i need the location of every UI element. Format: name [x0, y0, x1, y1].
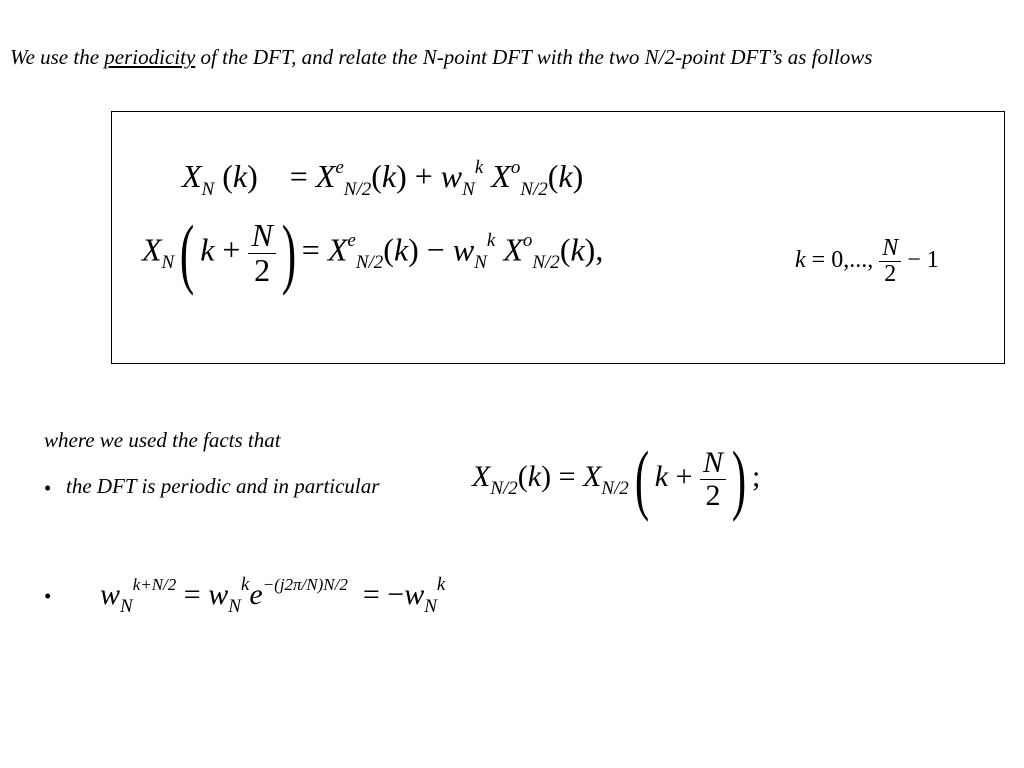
fact-1-text: the DFT is periodic and in particular — [66, 474, 380, 498]
intro-text-2: of the DFT, and relate the N-point DFT with the two N/2-point DFT’s as follows — [195, 45, 873, 69]
equation-1: $X_N$ (k) = $X^e_{N/2}(k) + w_N^k$ $X^o_{N/2}(k)$ — [182, 157, 584, 200]
bullet-1: • — [44, 476, 52, 500]
fact-2-equation: $w_N^{k+N/2} = w_N^ke^{-(j2\pi/N)N/2} = -w_N^k$ — [100, 574, 446, 617]
intro-periodicity-link: periodicity — [104, 45, 196, 69]
facts-heading: where we used the facts that — [44, 428, 281, 452]
k-range: k = 0,..., $\frac{N}{2}$ − 1 — [795, 235, 939, 288]
intro-paragraph — [10, 42, 1010, 73]
equation-2: $X_N$( k + $\frac{N}{2}$ ) = $X^e_{N/2}(k) - w_N^k$ $X^o_{N/2}(k)$, — [142, 209, 604, 296]
fact-1-equation: $X_{N/2}(k) = X_{N/2}$( k + $\frac{N}{2}$ ) ; — [472, 435, 761, 522]
intro-text-1: We use the — [10, 45, 105, 69]
bullet-2: • — [44, 584, 52, 608]
